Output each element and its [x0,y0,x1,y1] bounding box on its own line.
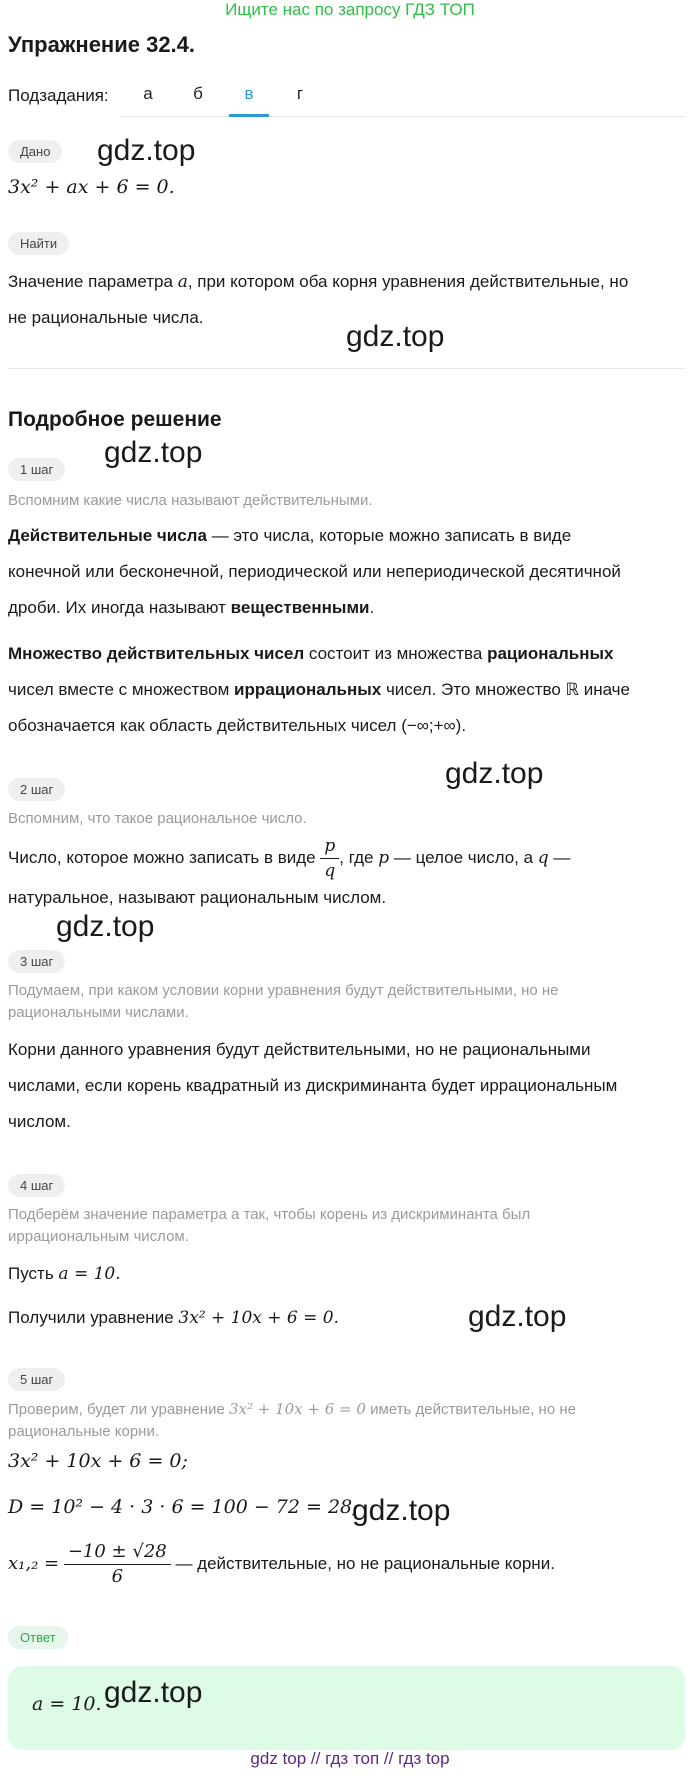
roots-fraction: $\frac{-10 \pm √28}{6}$ [64,1540,171,1589]
answer-pill: Ответ [8,1626,68,1649]
step-4-got: Получили уравнение 3x² + 10x + 6 = 0. [8,1308,340,1328]
step-5-equation: 3x² + 10x + 6 = 0; [8,1450,188,1472]
step-2-hint: Вспомним, что такое рациональное число. [8,810,307,827]
step-5-hint: Проверим, будет ли уравнение 3x² + 10x + 6 = 0 иметь действительные, но не рациональные корни. [8,1400,576,1440]
step-3-hint: Подумаем, при каком условии корни уравнения будут действительными, но не рациональными числами. [8,982,559,1021]
answer-value: a = 10. [32,1693,102,1715]
step-3-text: Корни данного уравнения будут действительными, но не рациональными числами, если корень квадратный из дискриминанта будет иррациональным числом. [8,1040,618,1131]
given-equation: 3x² + ax + 6 = 0. [8,176,175,198]
given-pill: Дано [8,140,62,163]
step-4-let: Пусть a = 10. [8,1264,121,1284]
watermark: gdz.top [104,436,203,469]
step-1-hint: Вспомним какие числа называют действительными. [8,492,373,509]
watermark: gdz.top [445,757,544,790]
tab-a[interactable]: а [143,84,153,103]
footer-links[interactable]: gdz top // гдз топ // гдз top [250,1749,450,1768]
step-5-discriminant: D = 10² − 4 · 3 · 6 = 100 − 72 = 28; [8,1496,359,1518]
find-pill: Найти [8,232,69,255]
tab-b[interactable]: б [193,84,203,103]
divider [8,368,685,369]
step-2-line-2: натуральное, называют рациональным числом. [8,888,387,907]
watermark: gdz.top [97,134,196,167]
step-3-pill: 3 шаг [8,950,65,973]
page-title: Упражнение 32.4. [8,32,196,57]
watermark: gdz.top [468,1300,567,1333]
watermark: gdz.top [104,1676,203,1709]
step-4-hint: Подберём значение параметра a так, чтобы корень из дискриминанта был иррациональным числом. [8,1206,531,1245]
step-1-pill: 1 шаг [8,458,65,481]
watermark: gdz.top [352,1494,451,1527]
step-5-roots: x₁,₂ = $\frac{-10 \pm √28}{6}$ — действительные, но не рациональные корни. [8,1541,555,1587]
find-text: Значение параметра a, при котором оба корня уравнения действительные, но не рациональные числа. [8,272,629,327]
watermark: gdz.top [56,910,155,943]
tab-g[interactable]: г [296,84,304,103]
step-2-pill: 2 шаг [8,778,65,801]
watermark: gdz.top [346,320,445,353]
step-1-paragraph-2: Множество действительных чисел состоит из множества рациональных чисел вместе с множеством иррациональных чисел. Это множество ℝ иначе обозначается как область действительных чисел (−∞;+∞). [8,644,630,735]
top-banner: Ищите нас по запросу ГДЗ ТОП [225,0,475,19]
tab-v-active[interactable]: в [229,84,269,117]
step-5-pill: 5 шаг [8,1368,65,1391]
step-4-pill: 4 шаг [8,1174,65,1197]
subtasks-label: Подзадания: [8,86,109,105]
subtasks-tabs [120,84,685,117]
fraction-p-over-q: $\frac{p}{q}$ [320,834,339,883]
step-1-paragraph-1: Действительные числа — это числа, которые можно записать в виде конечной или бесконечной, периодической или непериодической десятичной дроби. Их иногда называют вещественными. [8,526,621,617]
step-2-line-1: Число, которое можно записать в виде $\frac{p}{q}$ , где p — целое число, а q — [8,836,571,881]
solution-title: Подробное решение [8,408,222,431]
